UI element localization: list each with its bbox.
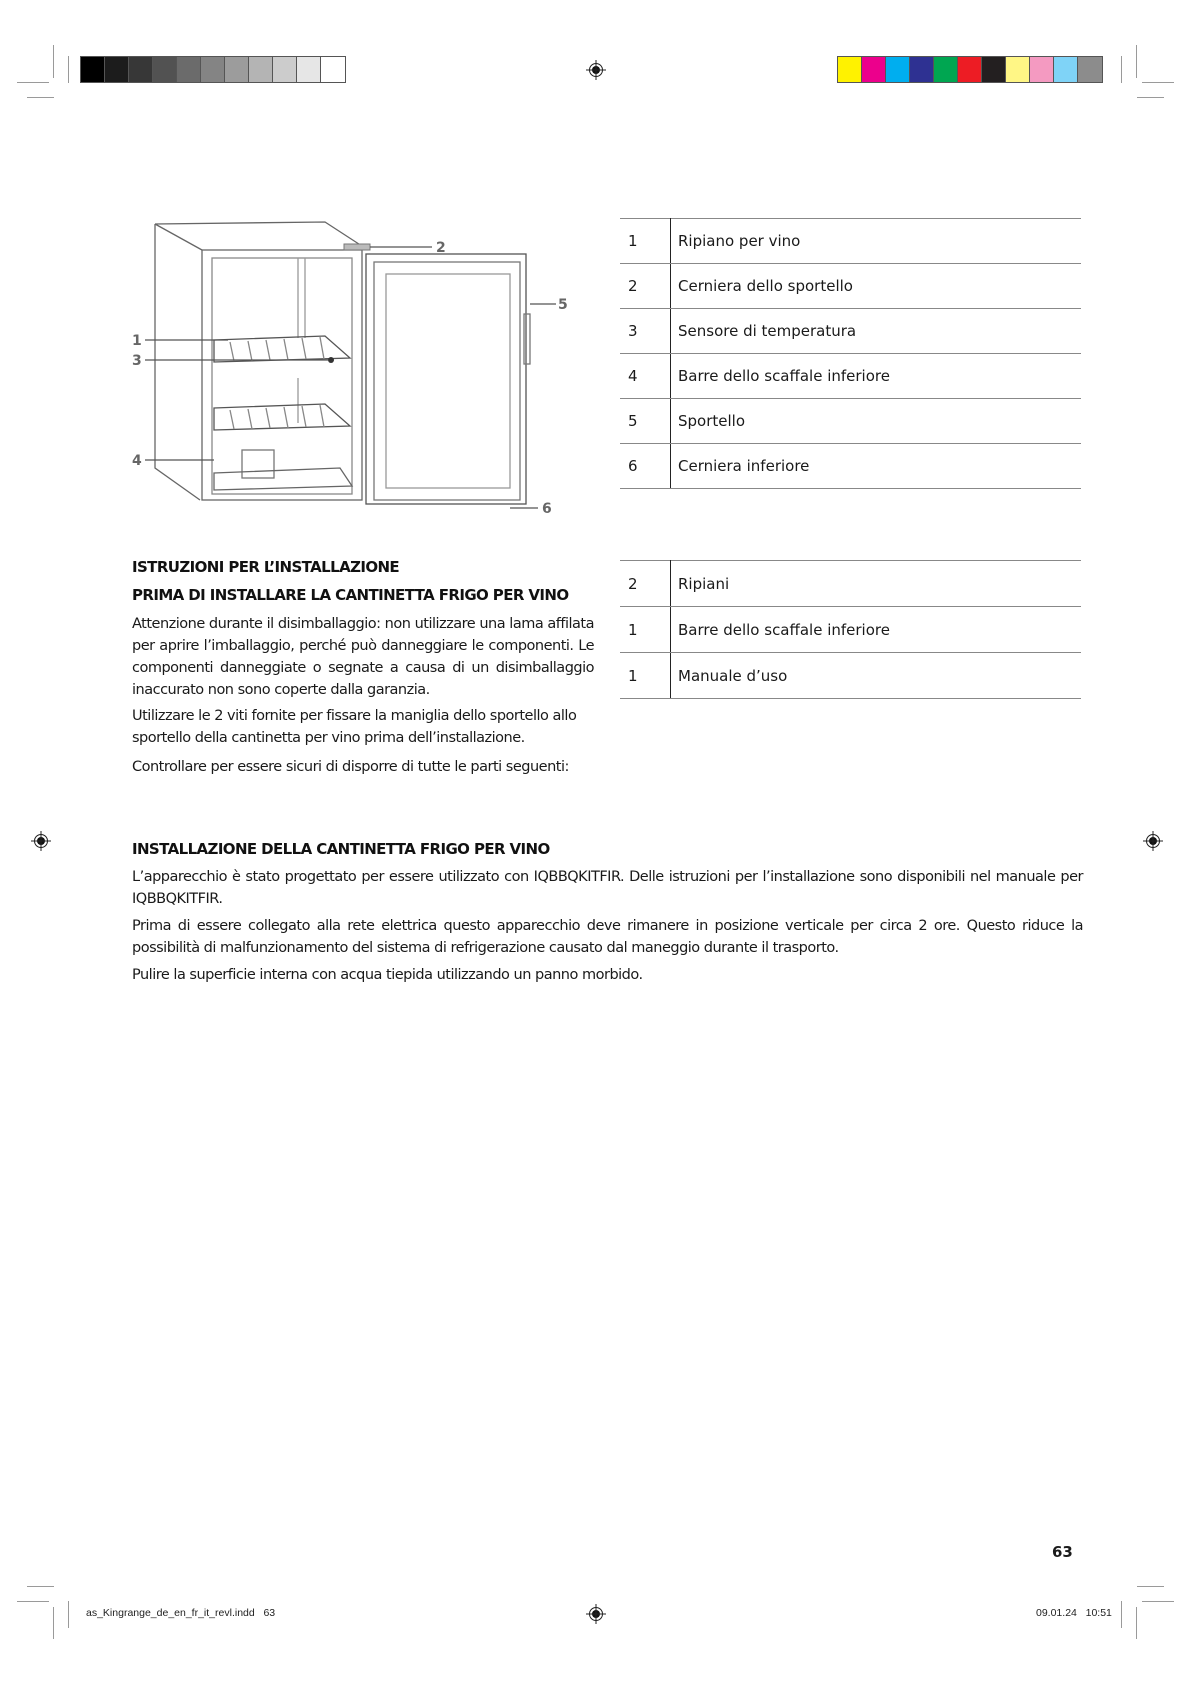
- unpacking-warning-paragraph: Attenzione durante il disimballaggio: non utilizzare una lama affilata per aprire l’imballaggio, perché può danneggiare le componenti. Le componenti danneggiate o segnate a causa di un disimballaggio inaccurato non sono coperte dalla garanzia.: [132, 616, 594, 698]
- page-number: 63: [1052, 1543, 1073, 1561]
- section-heading: INSTALLAZIONE DELLA CANTINETTA FRIGO PER VINO: [132, 840, 550, 858]
- subsection-heading: PRIMA DI INSTALLARE LA CANTINETTA FRIGO PER VINO: [132, 586, 569, 604]
- table-row: [620, 607, 1081, 653]
- color-swatch: [1030, 57, 1054, 82]
- row-number: 1: [620, 653, 671, 699]
- gray-swatch: [225, 57, 249, 82]
- crop-mark: [68, 56, 69, 83]
- row-label: Ripiani: [671, 561, 1082, 607]
- crop-mark: [53, 45, 54, 78]
- cmyk-color-bar: [837, 56, 1103, 83]
- gray-swatch: [129, 57, 153, 82]
- gray-swatch: [321, 57, 345, 82]
- package-contents-table: [620, 560, 1081, 699]
- row-label: Barre dello scaffale inferiore: [671, 354, 1082, 399]
- crosshair-target-icon: [586, 1604, 606, 1624]
- footer-filename: as_Kingrange_de_en_fr_it_revl.indd 63: [86, 1607, 276, 1619]
- gray-swatch: [249, 57, 273, 82]
- cleaning-paragraph: Pulire la superficie interna con acqua tiepida utilizzando un panno morbido.: [132, 967, 643, 983]
- footer-datetime: 09.01.24 10:51: [1036, 1607, 1112, 1619]
- gray-swatch: [81, 57, 105, 82]
- row-label: Sportello: [671, 399, 1082, 444]
- crop-mark: [1142, 82, 1174, 83]
- gray-swatch: [273, 57, 297, 82]
- gray-swatch: [105, 57, 129, 82]
- row-number: 5: [620, 399, 671, 444]
- color-swatch: [910, 57, 934, 82]
- row-label: Sensore di temperatura: [671, 309, 1082, 354]
- crosshair-target-icon: [31, 831, 51, 851]
- row-label: Barre dello scaffale inferiore: [671, 607, 1082, 653]
- callout-4: 4: [132, 453, 142, 469]
- checklist-intro-paragraph: Controllare per essere sicuri di disporre di tutte le parti seguenti:: [132, 759, 569, 775]
- color-swatch: [886, 57, 910, 82]
- wine-cooler-diagram: [130, 218, 580, 518]
- color-swatch: [1054, 57, 1078, 82]
- table-row: [620, 444, 1081, 489]
- crop-mark: [1136, 1607, 1137, 1639]
- row-number: 2: [620, 561, 671, 607]
- color-swatch: [1006, 57, 1030, 82]
- row-number: 2: [620, 264, 671, 309]
- row-label: Ripiano per vino: [671, 219, 1082, 264]
- table-row: [620, 354, 1081, 399]
- table-row: [620, 219, 1081, 264]
- color-swatch: [982, 57, 1006, 82]
- table-row: [620, 561, 1081, 607]
- color-swatch: [862, 57, 886, 82]
- crop-mark: [27, 97, 54, 98]
- color-swatch: [838, 57, 862, 82]
- crop-mark: [68, 1601, 69, 1628]
- table-row: [620, 653, 1081, 699]
- table-row: [620, 264, 1081, 309]
- parts-legend-table: [620, 218, 1081, 489]
- row-label: Manuale d’uso: [671, 653, 1082, 699]
- crop-mark: [1142, 1601, 1174, 1602]
- color-swatch: [1078, 57, 1102, 82]
- table-row: [620, 309, 1081, 354]
- row-number: 1: [620, 607, 671, 653]
- handle-instruction-paragraph: Utilizzare le 2 viti fornite per fissare la maniglia dello sportello allo sportello della cantinetta per vino prima dell’installazione.: [132, 708, 577, 746]
- row-number: 4: [620, 354, 671, 399]
- crosshair-target-icon: [586, 60, 606, 80]
- upright-paragraph: Prima di essere collegato alla rete elettrica questo apparecchio deve rimanere in posizione verticale per circa 2 ore. Questo riduce la possibilità di malfunzionamento del sistema di refrigerazione causato dal maneggio durante il trasporto.: [132, 918, 1083, 956]
- crop-mark: [1137, 97, 1164, 98]
- row-number: 6: [620, 444, 671, 489]
- crop-mark: [1137, 1586, 1164, 1587]
- crop-mark: [17, 1601, 49, 1602]
- callout-5: 5: [558, 297, 568, 313]
- callout-2: 2: [436, 240, 446, 256]
- callout-3: 3: [132, 353, 142, 369]
- section-heading: ISTRUZIONI PER L’INSTALLAZIONE: [132, 558, 400, 576]
- crosshair-target-icon: [1143, 831, 1163, 851]
- callout-6: 6: [542, 501, 552, 517]
- crop-mark: [1121, 56, 1122, 83]
- grayscale-color-bar: [80, 56, 346, 83]
- color-swatch: [958, 57, 982, 82]
- row-label: Cerniera inferiore: [671, 444, 1082, 489]
- callout-1: 1: [132, 333, 142, 349]
- table-row: [620, 399, 1081, 444]
- row-number: 1: [620, 219, 671, 264]
- gray-swatch: [177, 57, 201, 82]
- crop-mark: [27, 1586, 54, 1587]
- gray-swatch: [297, 57, 321, 82]
- gray-swatch: [201, 57, 225, 82]
- crop-mark: [1121, 1601, 1122, 1628]
- row-label: Cerniera dello sportello: [671, 264, 1082, 309]
- color-swatch: [934, 57, 958, 82]
- installation-paragraph: L’apparecchio è stato progettato per essere utilizzato con IQBBQKITFIR. Delle istruzioni per l’installazione sono disponibili nel manuale per IQBBQKITFIR.: [132, 869, 1083, 907]
- row-number: 3: [620, 309, 671, 354]
- crop-mark: [53, 1607, 54, 1639]
- crop-mark: [17, 82, 49, 83]
- gray-swatch: [153, 57, 177, 82]
- crop-mark: [1136, 45, 1137, 78]
